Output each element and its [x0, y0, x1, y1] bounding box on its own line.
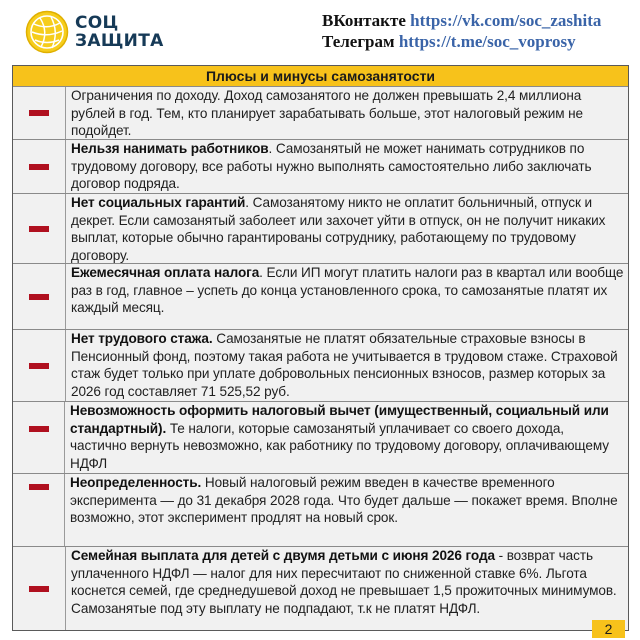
mark-cell	[13, 87, 66, 139]
row-text	[65, 402, 628, 473]
row-body: . Если ИП могут платить налоги раз в квартал или вообще раз в год, главное – успеть до конца установленного срока, то самозанятые платят их каждый месяц.	[71, 265, 624, 315]
row-bold: Невозможность оформить налоговый вычет (имущественный, социальный или стандартный).	[70, 403, 609, 436]
pros-cons-table	[12, 65, 629, 631]
minus-icon	[29, 164, 49, 170]
table-row	[13, 330, 628, 402]
row-bold: Нельзя нанимать работников	[71, 141, 269, 156]
row-body: Ограничения по доходу. Доход самозанятого не должен превышать 2,4 миллиона рублей в год. Тем, кто планирует зарабатывать больше, этот налоговый режим не подойдет.	[71, 88, 583, 138]
logo	[25, 10, 164, 54]
contact-telegram	[322, 31, 601, 52]
row-body: . Самозанятому никто не оплатит больничный, отпуск и декрет. Если самозанятый заболеет или захочет уйти в отпуск, он не получит никаких выплат, которые обычно гарантированы сотруднику, работающему по трудовому договору.	[71, 195, 606, 263]
mark-cell	[13, 547, 66, 630]
mark-cell	[13, 264, 66, 329]
row-text	[66, 264, 628, 329]
row-body: Те налоги, которые самозанятый уплачивает со своего дохода, частично вернуть невозможно, как работнику по трудовому договору, оплачивающему НДФЛ	[70, 420, 609, 471]
table-row	[13, 194, 628, 264]
globe-icon	[25, 10, 69, 54]
minus-icon	[29, 363, 49, 369]
minus-icon	[29, 586, 49, 592]
row-bold: Семейная выплата для детей с двумя детьми с июня 2026 года	[71, 548, 495, 563]
table-row	[13, 87, 628, 140]
row-bold: Нет социальных гарантий	[71, 195, 246, 210]
minus-icon	[29, 294, 49, 300]
contact-vk-label: ВКонтакте	[322, 11, 406, 30]
contact-vk-link[interactable]: https://vk.com/soc_zashita	[410, 11, 602, 30]
mark-cell	[13, 194, 66, 263]
row-text	[66, 194, 628, 263]
logo-line1: СОЦ	[75, 13, 119, 33]
mark-cell	[13, 474, 65, 546]
row-body: - возврат часть уплаченного НДФЛ — налог для них пересчитают по сниженной ставке 6%. Льгота коснется семей, где среднедушевой доход не превышает 1,5 прожиточных минимумов. Самозанятые под эту выплату не подпадают, т.к не платят НДФЛ.	[71, 548, 617, 616]
row-bold: Неопределенность.	[70, 475, 202, 490]
row-text	[66, 547, 628, 630]
row-text	[66, 87, 628, 139]
row-text	[65, 474, 628, 546]
mark-cell	[13, 140, 66, 193]
contacts	[322, 10, 601, 52]
row-text	[66, 140, 628, 193]
table-row	[13, 140, 628, 194]
table-row	[13, 547, 628, 630]
row-body: . Самозанятый не может нанимать сотрудников по трудовому договору, все работы нужно выполнять самостоятельно либо заключать договор подряда.	[71, 141, 592, 191]
minus-icon	[29, 426, 49, 432]
mark-cell	[13, 330, 66, 401]
minus-icon	[29, 484, 49, 490]
minus-icon	[29, 110, 49, 116]
logo-line2: ЗАЩИТА	[75, 31, 164, 51]
row-text	[66, 330, 628, 401]
minus-icon	[29, 226, 49, 232]
table-title: Плюсы и минусы самозанятости	[13, 66, 628, 87]
row-body: Новый налоговый режим введен в качестве временного эксперимента — до 31 декабря 2028 года. Что будет дальше — покажет время. Вполне возможно, этот эксперимент продлят на новый срок.	[70, 475, 618, 525]
row-bold: Нет трудового стажа.	[71, 331, 213, 346]
mark-cell	[13, 402, 65, 473]
contact-vk	[322, 10, 601, 31]
page-number-badge: 2	[592, 620, 625, 638]
row-bold: Ежемесячная оплата налога	[71, 265, 260, 280]
table-row	[13, 264, 628, 330]
row-body: Самозанятые не платят обязательные страховые взносы в Пенсионный фонд, поэтому такая работа не учитывается в трудовом стаже. Страховой стаж будет только при уплате добровольных пенсионных взносов, размер которых за 2026 год составляет 71 525,52 руб.	[71, 331, 618, 399]
table-row	[13, 474, 628, 547]
contact-telegram-link[interactable]: https://t.me/soc_voprosy	[398, 32, 576, 51]
page-header	[0, 0, 640, 62]
contact-telegram-label: Телеграм	[322, 32, 395, 51]
logo-text	[75, 14, 164, 50]
table-row	[13, 402, 628, 474]
